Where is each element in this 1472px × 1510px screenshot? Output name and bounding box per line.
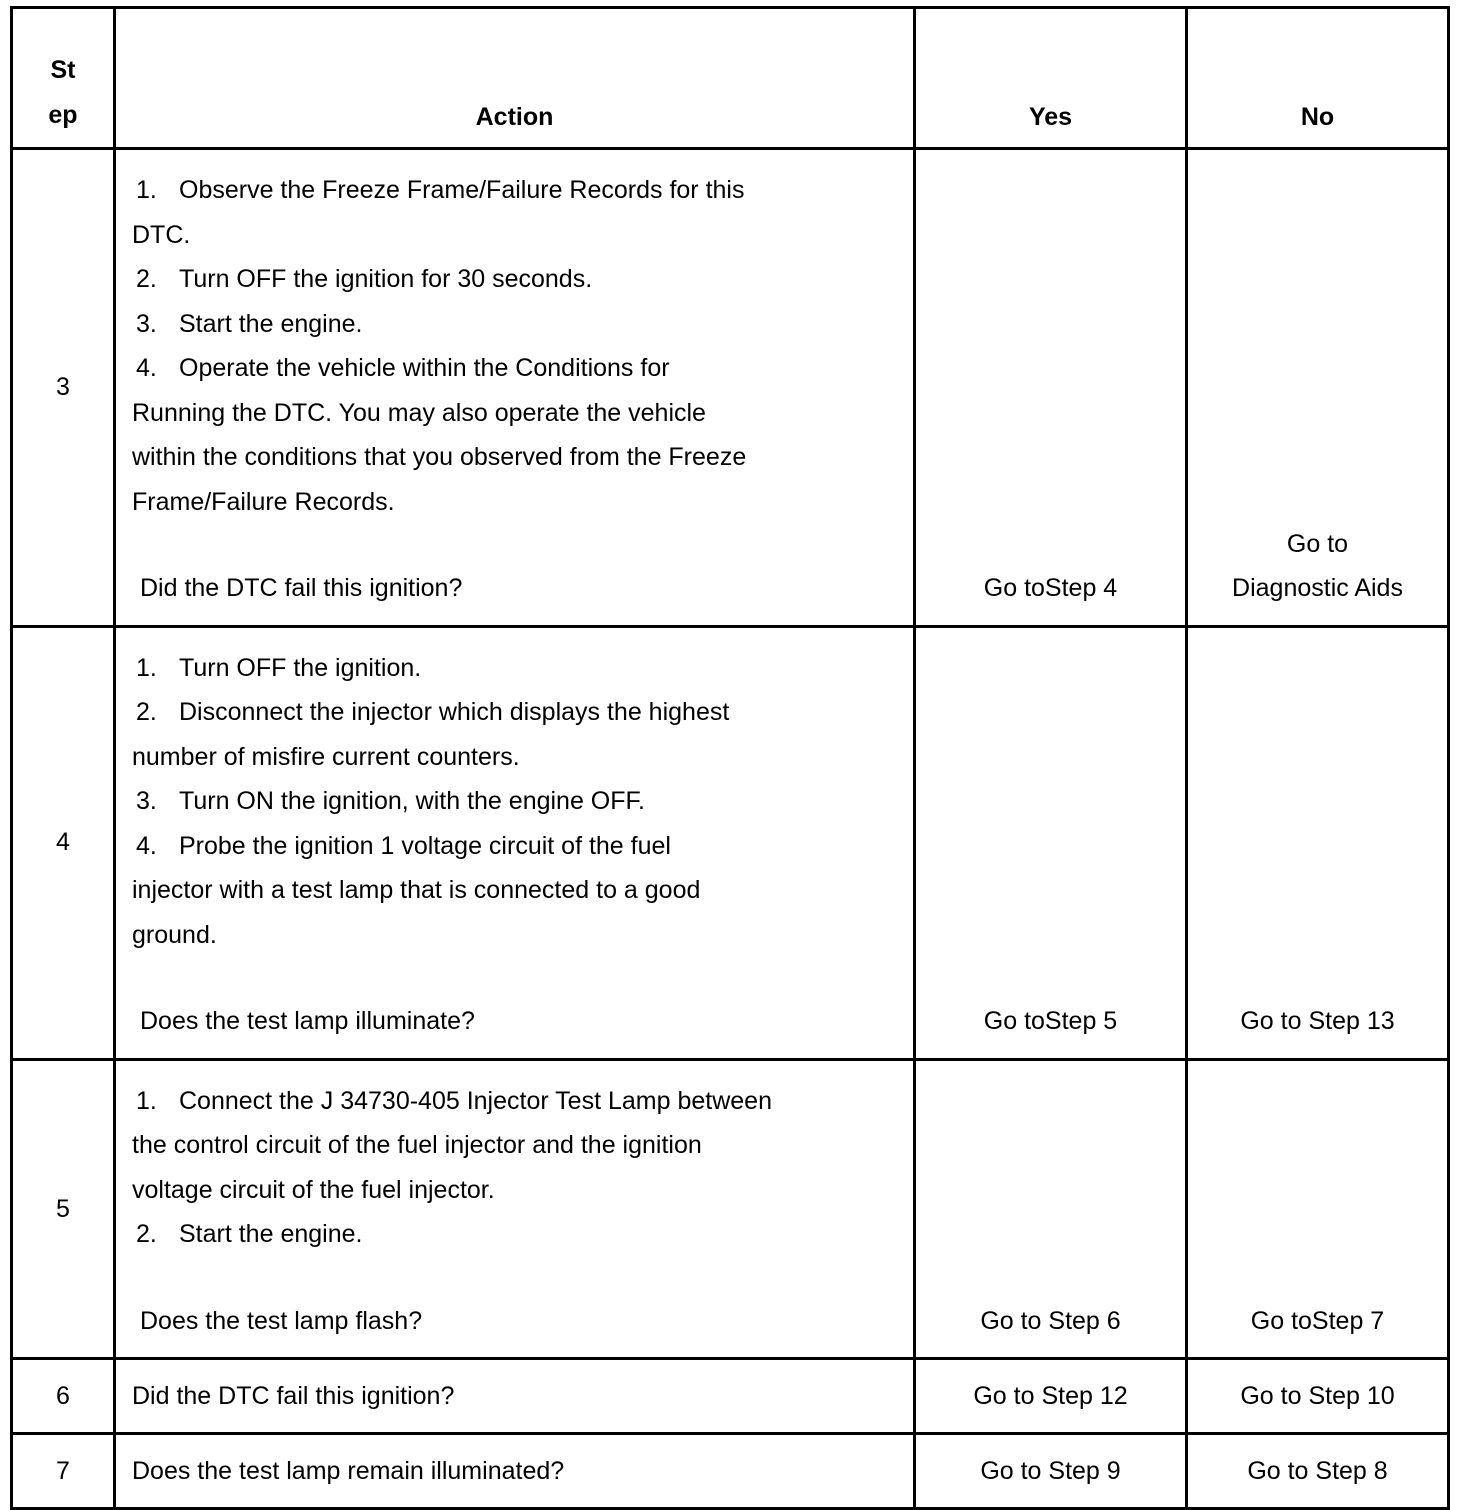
- table-row: [12, 1434, 1449, 1509]
- table-row: [12, 1059, 1449, 1359]
- yes-result-text: Go to Step 9: [980, 1456, 1121, 1485]
- action-cell: [115, 1059, 915, 1359]
- list-item: [132, 1212, 913, 1257]
- yes-result: [915, 1059, 1187, 1359]
- list-item-text: Probe the ignition 1 voltage circuit of the fuel: [179, 831, 671, 860]
- list-item-number: 4.: [136, 831, 157, 860]
- header-action-label: Action: [475, 102, 554, 131]
- yes-result-text: Go toStep 5: [983, 1007, 1118, 1035]
- yes-result: [915, 626, 1187, 1059]
- list-item-continuation: injector with a test lamp that is connected to a good: [132, 876, 701, 904]
- step-number: 4: [12, 626, 115, 1059]
- list-item: [132, 824, 913, 869]
- table-row: [12, 626, 1449, 1059]
- list-item-text: Connect the J 34730-405 Injector Test Lamp between: [179, 1086, 772, 1115]
- list-item-continuation: within the conditions that you observed from the Freeze: [132, 443, 747, 471]
- step-question: Does the test lamp flash?: [140, 1306, 423, 1335]
- list-item: [132, 1079, 913, 1124]
- header-step: [12, 8, 115, 149]
- header-no: [1187, 8, 1449, 149]
- no-result-text: Go toStep 7: [1250, 1306, 1385, 1335]
- list-item-number: 3.: [136, 787, 157, 815]
- list-item-text: Turn ON the ignition, with the engine OFF.: [179, 787, 645, 815]
- list-item-text: Turn OFF the ignition for 30 seconds.: [179, 265, 593, 293]
- step-question: Did the DTC fail this ignition?: [140, 574, 463, 602]
- table-row: [12, 1359, 1449, 1434]
- list-item-continuation: Frame/Failure Records.: [132, 487, 395, 516]
- yes-result: [915, 1359, 1187, 1434]
- list-item-continuation: DTC.: [132, 220, 191, 249]
- list-item: [132, 690, 913, 735]
- step-number: 3: [12, 149, 115, 627]
- no-result-text: Go to Step 10: [1240, 1381, 1395, 1410]
- list-item: [132, 257, 913, 302]
- header-action: [115, 8, 915, 149]
- no-result-text: Go to Step 13: [1240, 1007, 1395, 1035]
- list-item-text: Disconnect the injector which displays the highest: [179, 698, 730, 726]
- header-no-label: No: [1300, 102, 1335, 131]
- yes-result: [915, 1434, 1187, 1509]
- list-item-continuation: voltage circuit of the fuel injector.: [132, 1175, 495, 1204]
- yes-result: [915, 149, 1187, 627]
- no-result-text: Go to Diagnostic Aids: [1232, 529, 1403, 602]
- list-item: [132, 779, 913, 824]
- action-text: Did the DTC fail this ignition?: [132, 1381, 455, 1410]
- action-text: Does the test lamp remain illuminated?: [132, 1456, 565, 1485]
- action-cell: [115, 1359, 915, 1434]
- list-item-number: 4.: [136, 354, 157, 382]
- header-step-label: St ep: [48, 56, 78, 129]
- action-cell: [115, 626, 915, 1059]
- action-cell: [115, 1434, 915, 1509]
- list-item-text: Start the engine.: [179, 309, 363, 338]
- step-question: Does the test lamp illuminate?: [140, 1007, 475, 1035]
- list-item-number: 2.: [136, 265, 157, 293]
- list-item-continuation: ground.: [132, 920, 217, 949]
- list-item-number: 2.: [136, 1220, 157, 1248]
- no-result: [1187, 1434, 1449, 1509]
- header-row: [12, 8, 1449, 149]
- list-item-text: Turn OFF the ignition.: [179, 653, 422, 682]
- list-item: [132, 302, 913, 347]
- list-item-text: Start the engine.: [179, 1220, 363, 1248]
- list-item-number: 1.: [136, 653, 157, 682]
- yes-result-text: Go to Step 12: [973, 1381, 1128, 1410]
- header-yes-label: Yes: [1028, 102, 1073, 131]
- no-result: [1187, 149, 1449, 627]
- table-row: [12, 149, 1449, 627]
- list-item-continuation: number of misfire current counters.: [132, 742, 520, 771]
- header-yes: [915, 8, 1187, 149]
- no-result: [1187, 1359, 1449, 1434]
- list-item-text: Observe the Freeze Frame/Failure Records for this: [179, 176, 745, 204]
- no-result: [1187, 626, 1449, 1059]
- list-item-text: Operate the vehicle within the Conditions for: [179, 354, 670, 382]
- no-result: [1187, 1059, 1449, 1359]
- list-item-continuation: the control circuit of the fuel injector and the ignition: [132, 1131, 702, 1159]
- step-number: 6: [12, 1359, 115, 1434]
- yes-result-text: Go toStep 4: [983, 574, 1118, 602]
- list-item: [132, 346, 913, 391]
- no-result-text: Go to Step 8: [1247, 1456, 1388, 1485]
- list-item-number: 3.: [136, 309, 157, 338]
- list-item-continuation: Running the DTC. You may also operate the vehicle: [132, 398, 706, 427]
- diagnostic-table: [10, 6, 1450, 1510]
- step-number: 7: [12, 1434, 115, 1509]
- yes-result-text: Go to Step 6: [980, 1306, 1121, 1335]
- list-item-number: 1.: [136, 176, 157, 204]
- list-item: [132, 646, 913, 691]
- action-cell: [115, 149, 915, 627]
- step-number: 5: [12, 1059, 115, 1359]
- list-item: [132, 168, 913, 213]
- list-item-number: 2.: [136, 698, 157, 726]
- list-item-number: 1.: [136, 1086, 157, 1115]
